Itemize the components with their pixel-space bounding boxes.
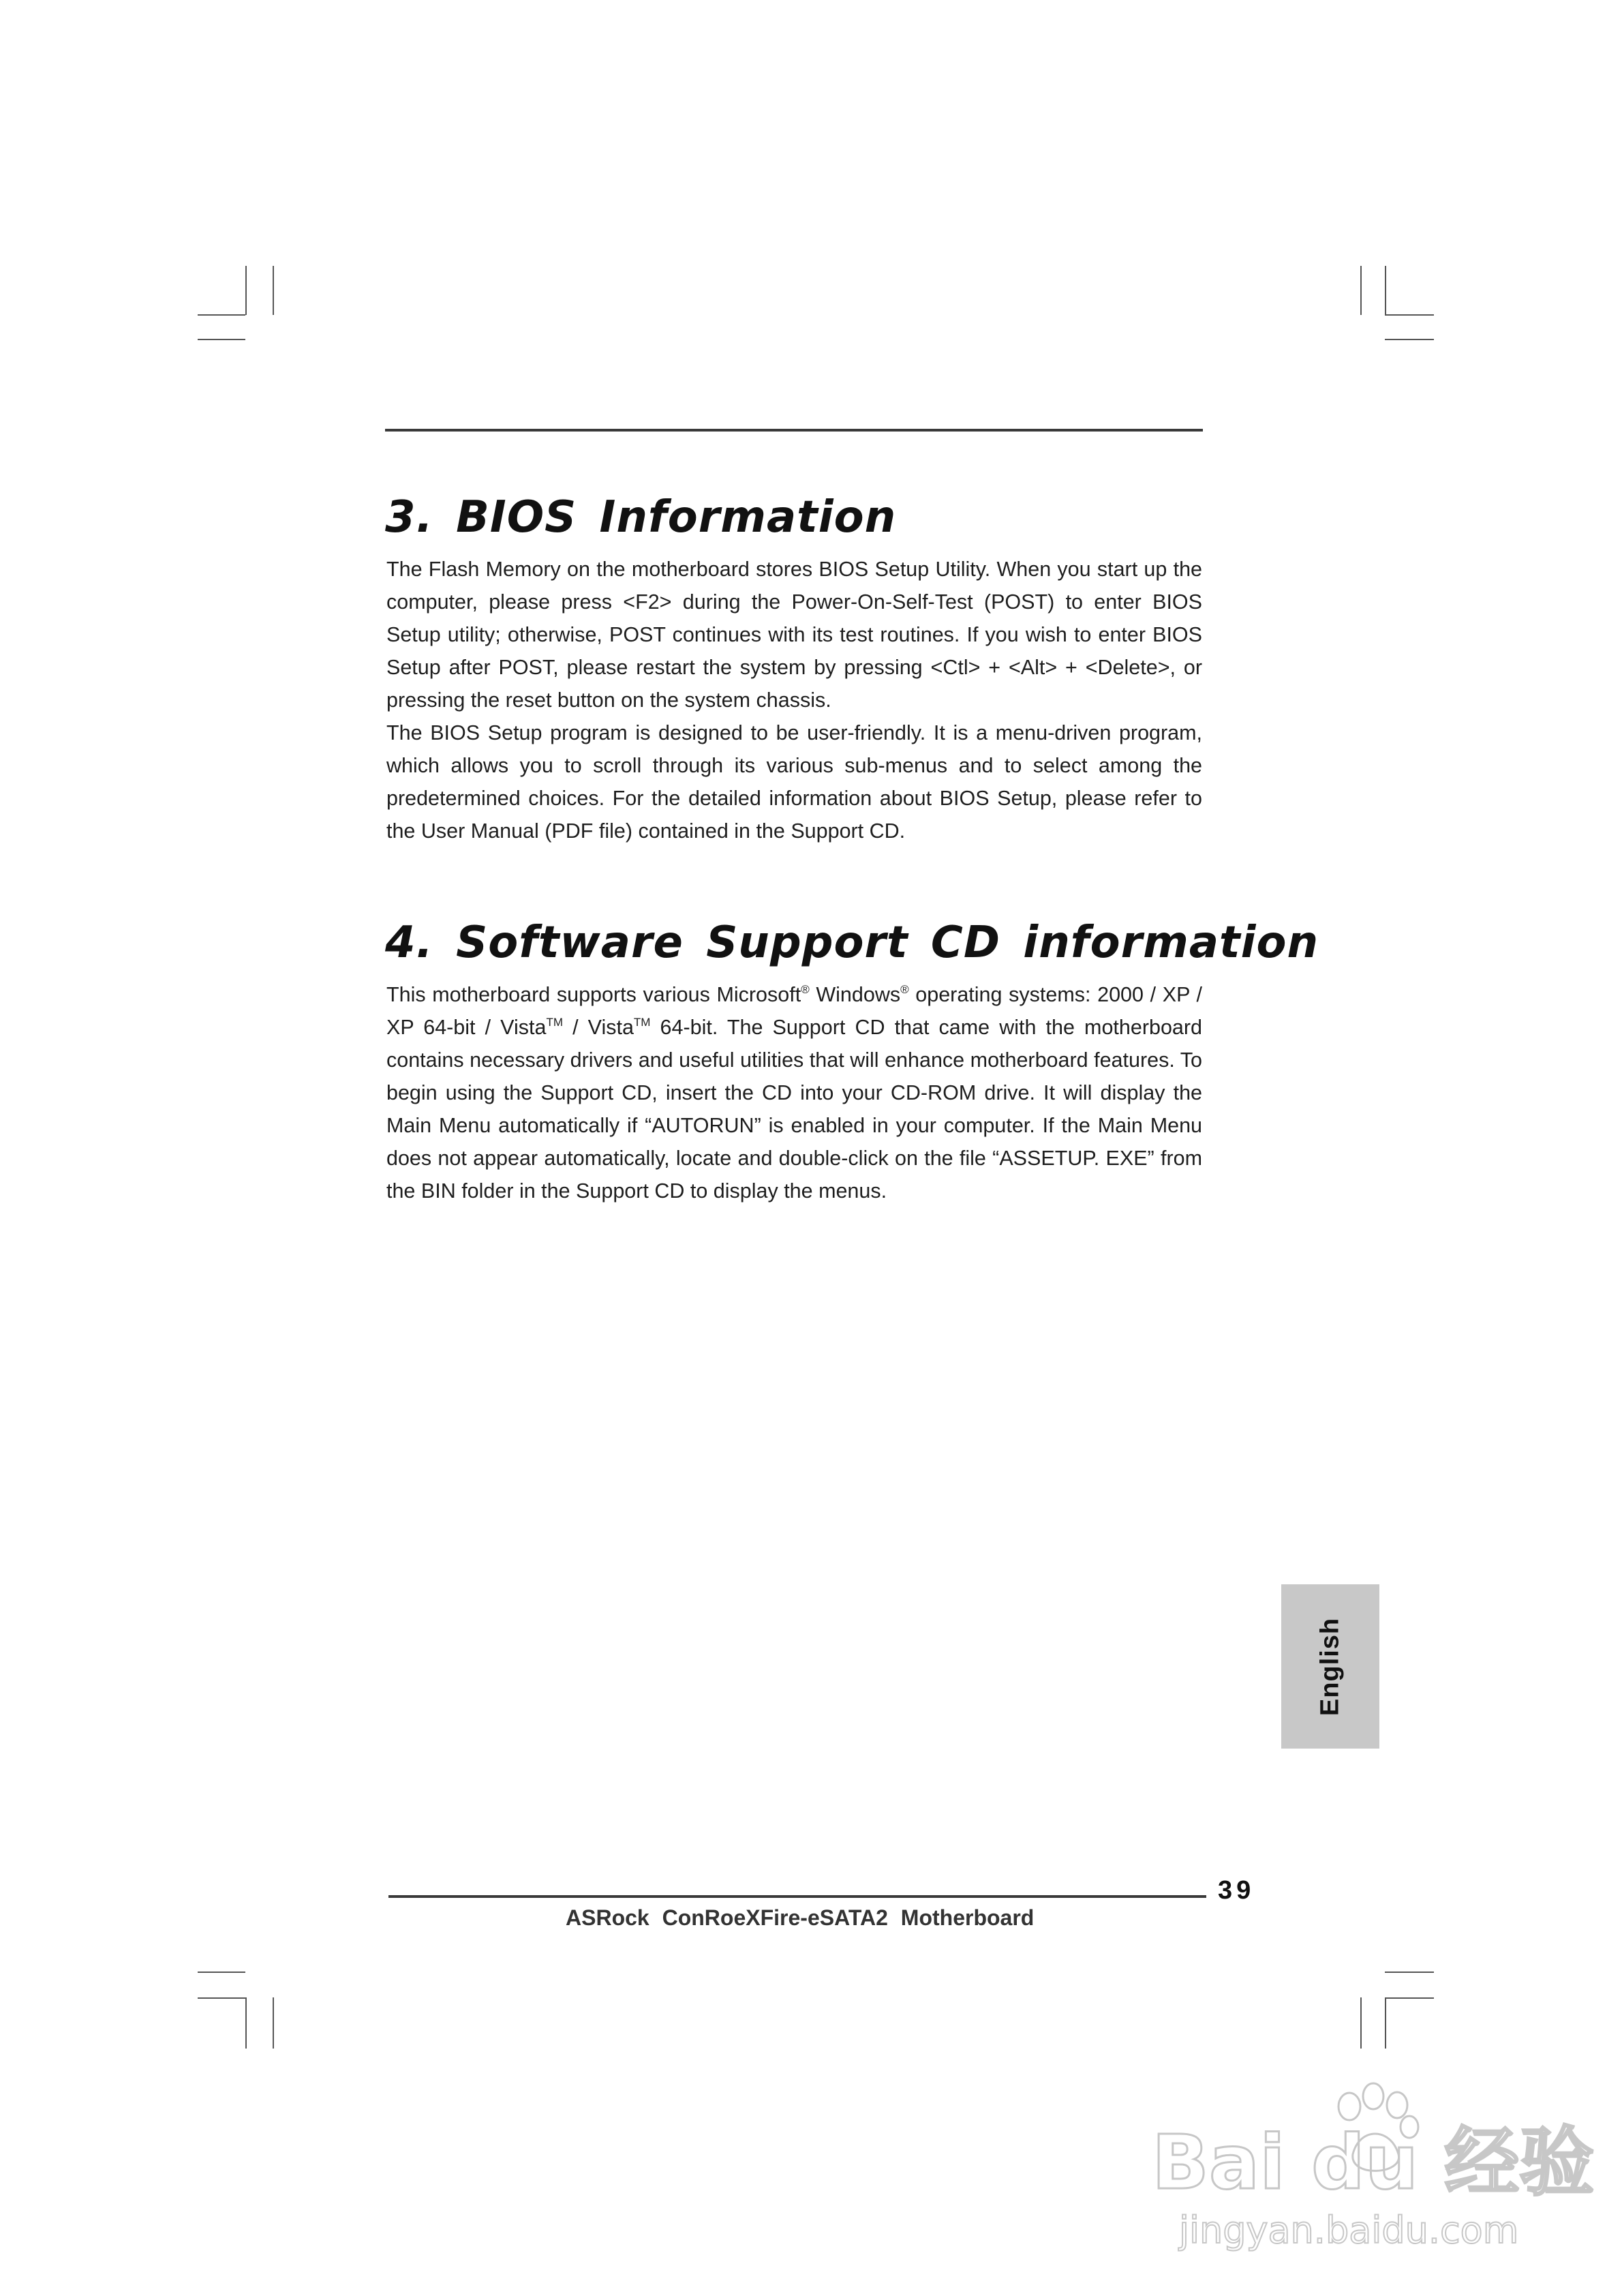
language-tab-label: English (1315, 1617, 1345, 1716)
crop-mark (1385, 266, 1386, 315)
registered-mark: ® (801, 983, 810, 996)
registered-mark: ® (900, 983, 909, 996)
trademark-mark: TM (633, 1016, 651, 1029)
paw-icon (1338, 2093, 1360, 2120)
watermark-brand: Bai du 经验 (1152, 2119, 1595, 2206)
crop-mark (245, 1997, 247, 2049)
crop-mark (198, 1997, 245, 1999)
crop-mark (1360, 266, 1362, 315)
crop-mark (198, 1972, 245, 1973)
crop-mark (1385, 339, 1434, 340)
trademark-mark: TM (546, 1016, 563, 1029)
crop-mark (1385, 1972, 1434, 1973)
software-cd-paragraph: This motherboard supports various Microsoft® Windows® operating systems: 2000 / XP / XP 64-bit / Vista™ / Vista™ 64-bit. The Support CD that came with the motherboard contains necessary drivers and useful utilities that will enhance motherboard features. To begin using the Support CD, insert the CD into your CD-ROM drive. It will display the Main Menu automatically if “AUTORUN” is enabled in your computer. If the Main Menu does not appear automatically, locate and double-click on the file “ASSETUP. EXE” from the BIN folder in the Support CD to display the menus. (386, 983, 1202, 1203)
footer-title: ASRock ConRoeXFire-eSATA2 Motherboard (566, 1905, 1035, 1930)
top-rule (385, 429, 1203, 432)
section-heading-software-cd: 4. Software Support CD information (385, 918, 1319, 968)
language-tab (1281, 1584, 1379, 1749)
crop-mark (273, 266, 274, 315)
crop-mark (273, 1997, 274, 2049)
crop-mark (1385, 314, 1434, 316)
page-number: 39 (1218, 1876, 1255, 1905)
crop-mark (198, 314, 245, 316)
crop-mark (1385, 1997, 1434, 1999)
watermark-url: jingyan.baidu.com (1179, 2209, 1519, 2252)
crop-mark (245, 266, 247, 315)
bottom-rule (388, 1895, 1206, 1898)
baidu-watermark (1152, 2059, 1595, 2263)
crop-mark (1360, 1997, 1362, 2049)
section-heading-bios: 3. BIOS Information (385, 492, 897, 543)
bios-paragraph-2: The BIOS Setup program is designed to be user-friendly. It is a menu-driven program, which allows you to scroll through its various sub-menus and to select among the predetermined choices. For the detailed information about BIOS Setup, please refer to the User Manual (PDF file) contained in the Support CD. (386, 721, 1202, 843)
bios-paragraph-1: The Flash Memory on the motherboard stores BIOS Setup Utility. When you start up the computer, please press <F2> during the Power-On-Self-Test (POST) to enter BIOS Setup utility; otherwise, POST continues with its test routines. If you wish to enter BIOS Setup after POST, please restart the system by pressing <Ctl> + <Alt> + <Delete>, or pressing the reset button on the system chassis. (386, 558, 1202, 712)
crop-mark (198, 339, 245, 340)
crop-mark (1385, 1997, 1386, 2049)
